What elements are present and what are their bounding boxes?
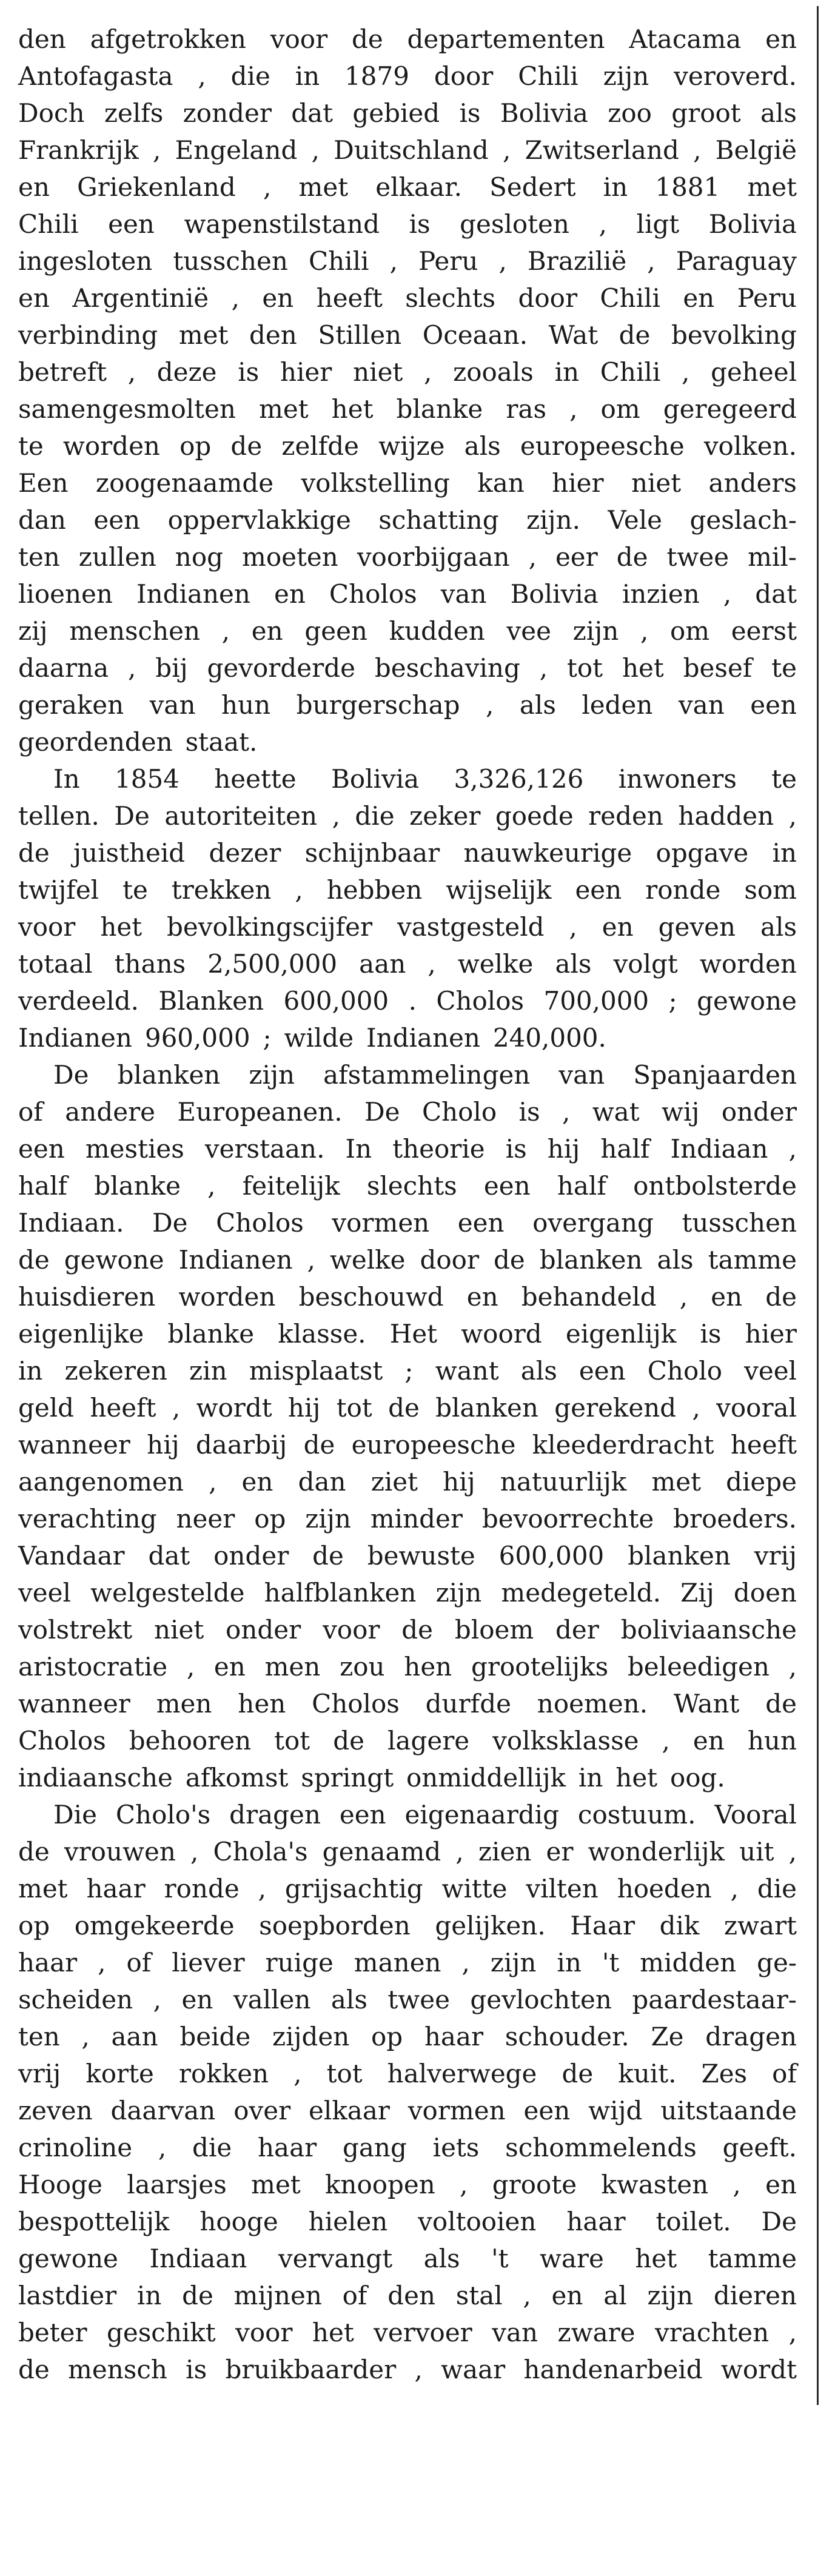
text-line: Hooge laarsjes met knoopen , groote kwasten , en bbox=[18, 2170, 797, 2199]
text-line: betreft , deze is hier niet , zooals in Chili , geheel bbox=[18, 357, 797, 387]
text-line: in zekeren zin misplaatst ; want als een Cholo veel bbox=[18, 1356, 797, 1386]
text-line: vrij korte rokken , tot halverwege de kuit. Zes of bbox=[18, 2059, 797, 2088]
text-line: de vrouwen , Chola's genaamd , zien er wonderlijk uit , bbox=[18, 1837, 797, 1867]
text-line: Een zoogenaamde volkstelling kan hier niet anders bbox=[18, 468, 797, 498]
text-line: totaal thans 2,500,000 aan , welke als volgt worden bbox=[18, 949, 797, 979]
text-line: verachting neer op zijn minder bevoorrechte broeders. bbox=[18, 1504, 797, 1534]
text-line: met haar ronde , grijsachtig witte vilten hoeden , die bbox=[18, 1874, 797, 1903]
text-line: twijfel te trekken , hebben wijselijk een ronde som bbox=[18, 875, 797, 905]
text-line: eigenlijke blanke klasse. Het woord eigenlijk is hier bbox=[18, 1319, 797, 1349]
page-edge-rule bbox=[817, 6, 819, 2405]
text-line: ingesloten tusschen Chili , Peru , Brazilië , Paraguay bbox=[18, 246, 797, 276]
text-line: geld heeft , wordt hij tot de blanken gerekend , vooral bbox=[18, 1393, 797, 1423]
text-line: volstrekt niet onder voor de bloem der boliviaansche bbox=[18, 1615, 797, 1645]
text-line: Doch zelfs zonder dat gebied is Bolivia zoo groot als bbox=[18, 98, 797, 128]
text-line: geraken van hun burgerschap , als leden van een bbox=[18, 690, 797, 720]
text-line: verdeeld. Blanken 600,000 . Cholos 700,000 ; gewone bbox=[18, 986, 797, 1016]
text-line: lioenen Indianen en Cholos van Bolivia inzien , dat bbox=[18, 579, 797, 609]
text-line: indiaansche afkomst springt onmiddellijk in het oog. bbox=[18, 1763, 725, 1793]
text-line: Antofagasta , die in 1879 door Chili zijn veroverd. bbox=[18, 61, 797, 91]
text-line: scheiden , en vallen als twee gevlochten paardestaar- bbox=[18, 1985, 797, 2014]
text-line: half blanke , feitelijk slechts een half ontbolsterde bbox=[18, 1171, 797, 1201]
text-line: Chili een wapenstilstand is gesloten , ligt Bolivia bbox=[18, 209, 797, 239]
text-line: wanneer hij daarbij de europeesche kleederdracht heeft bbox=[18, 1430, 797, 1460]
text-line: of andere Europeanen. De Cholo is , wat wij onder bbox=[18, 1097, 797, 1127]
text-line: zij menschen , en geen kudden vee zijn , om eerst bbox=[18, 616, 797, 646]
text-line: den afgetrokken voor de departementen Atacama en bbox=[18, 24, 797, 54]
text-line: Indianen 960,000 ; wilde Indianen 240,000. bbox=[18, 1023, 606, 1053]
text-line: Die Cholo's dragen een eigenaardig costuum. Vooral bbox=[53, 1800, 797, 1830]
text-line: dan een oppervlakkige schatting zijn. Vele geslach- bbox=[18, 505, 797, 535]
text-line: daarna , bij gevorderde beschaving , tot het besef te bbox=[18, 653, 797, 683]
text-line: zeven daarvan over elkaar vormen een wijd uitstaande bbox=[18, 2096, 797, 2125]
text-line: Frankrijk , Engeland , Duitschland , Zwitserland , België bbox=[18, 135, 797, 165]
text-line: ten , aan beide zijden op haar schouder. Ze dragen bbox=[18, 2022, 797, 2051]
text-line: geordenden staat. bbox=[18, 727, 258, 757]
text-line: lastdier in de mijnen of den stal , en al zijn dieren bbox=[18, 2281, 797, 2310]
text-line: crinoline , die haar gang iets schommelends geeft. bbox=[18, 2133, 797, 2162]
text-line: voor het bevolkingscijfer vastgesteld , en geven als bbox=[18, 912, 797, 942]
text-line: de juistheid dezer schijnbaar nauwkeurige opgave in bbox=[18, 838, 797, 868]
text-line: te worden op de zelfde wijze als europeesche volken. bbox=[18, 431, 797, 461]
text-line: Indiaan. De Cholos vormen een overgang tusschen bbox=[18, 1208, 797, 1238]
paragraph bbox=[18, 1056, 797, 1796]
text-line: en Argentinië , en heeft slechts door Chili en Peru bbox=[18, 283, 797, 313]
text-line: In 1854 heette Bolivia 3,326,126 inwoners te bbox=[53, 764, 797, 794]
text-line: samengesmolten met het blanke ras , om geregeerd bbox=[18, 394, 797, 424]
text-line: aangenomen , en dan ziet hij natuurlijk met diepe bbox=[18, 1467, 797, 1497]
text-line: de gewone Indianen , welke door de blanken als tamme bbox=[18, 1245, 797, 1275]
text-line: ten zullen nog moeten voorbijgaan , eer de twee mil- bbox=[18, 542, 797, 572]
text-line: aristocratie , en men zou hen grootelijks beleedigen , bbox=[18, 1652, 797, 1682]
text-line: veel welgestelde halfblanken zijn medegeteld. Zij doen bbox=[18, 1578, 797, 1608]
text-line: verbinding met den Stillen Oceaan. Wat de bevolking bbox=[18, 320, 797, 350]
text-line: haar , of liever ruige manen , zijn in 't midden ge- bbox=[18, 1948, 797, 1977]
text-line: huisdieren worden beschouwd en behandeld , en de bbox=[18, 1282, 797, 1312]
text-line: een mesties verstaan. In theorie is hij half Indiaan , bbox=[18, 1134, 797, 1164]
text-line: tellen. De autoriteiten , die zeker goede reden hadden , bbox=[18, 801, 797, 831]
text-line: op omgekeerde soepborden gelijken. Haar dik zwart bbox=[18, 1911, 797, 1940]
text-line: gewone Indiaan vervangt als 't ware het tamme bbox=[18, 2244, 797, 2273]
text-line: De blanken zijn afstammelingen van Spanjaarden bbox=[53, 1060, 797, 1090]
text-line: de mensch is bruikbaarder , waar handenarbeid wordt bbox=[18, 2355, 797, 2384]
text-line: Vandaar dat onder de bewuste 600,000 blanken vrij bbox=[18, 1541, 797, 1571]
text-line: wanneer men hen Cholos durfde noemen. Want de bbox=[18, 1689, 797, 1719]
paragraph bbox=[18, 760, 797, 1056]
text-line: beter geschikt voor het vervoer van zware vrachten , bbox=[18, 2318, 797, 2347]
text-line: bespottelijk hooge hielen voltooien haar toilet. De bbox=[18, 2207, 797, 2236]
text-line: Cholos behooren tot de lagere volksklasse , en hun bbox=[18, 1726, 797, 1756]
paragraph bbox=[18, 21, 797, 760]
paragraph bbox=[18, 1796, 797, 2388]
text-column bbox=[18, 21, 797, 2388]
text-line: en Griekenland , met elkaar. Sedert in 1881 met bbox=[18, 172, 797, 202]
